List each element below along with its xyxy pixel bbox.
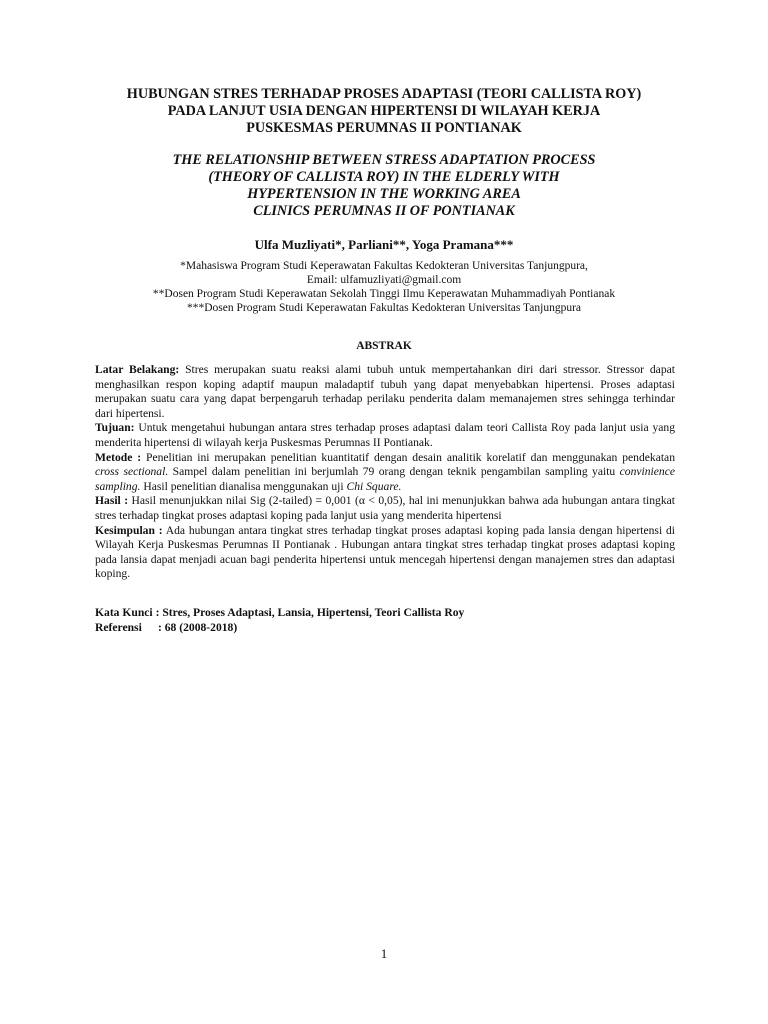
section-label: Kesimpulan : — [95, 523, 163, 537]
affiliation-line: ***Dosen Program Studi Keperawatan Fakultas Kedokteran Universitas Tanjungpura — [186, 302, 582, 314]
abstract-conclusion — [95, 524, 675, 582]
abstract-objective — [95, 421, 675, 450]
abstract-method — [95, 451, 675, 495]
title-id-line: PADA LANJUT USIA DENGAN HIPERTENSI DI WILAYAH KERJA — [167, 103, 601, 119]
abstract-heading: ABSTRAK — [356, 340, 412, 352]
title-id-line: HUBUNGAN STRES TERHADAP PROSES ADAPTASI (TEORI CALLISTA ROY) — [126, 86, 642, 102]
title-en-line: THE RELATIONSHIP BETWEEN STRESS ADAPTATION PROCESS — [172, 152, 596, 168]
section-text: Hasil penelitian dianalisa menggunakan uji — [140, 479, 347, 493]
abstract-body — [95, 363, 675, 582]
section-label: Latar Belakang: — [95, 363, 180, 376]
author-list: Ulfa Muzliyati*, Parliani**, Yoga Pramana*** — [254, 237, 514, 252]
abstract-results — [95, 494, 675, 523]
title-indonesian — [60, 86, 708, 137]
section-text: Hasil menunjukkan nilai Sig (2-tailed) = 0,001 (α < 0,05), hal ini menunjukkan bahwa ada hubungan antara tingkat stres terhadap tingkat proses adaptasi koping pada lanjut usia yang menderita hipertensi — [95, 494, 676, 522]
title-en-line: (THEORY OF CALLISTA ROY) IN THE ELDERLY WITH — [208, 169, 560, 185]
affiliations — [60, 259, 708, 315]
keywords-block — [95, 605, 675, 635]
references-row — [95, 620, 675, 635]
references-label: Referensi — [95, 621, 142, 634]
section-label: Hasil : — [95, 494, 129, 508]
abstract-background — [95, 363, 675, 421]
section-text: Penelitian ini merupakan penelitian kuantitatif dengan desain analitik korelatif dan menggunakan pendekatan — [141, 450, 676, 464]
section-label: Metode : — [95, 450, 142, 464]
italic-term: convinience sampling. — [95, 465, 675, 493]
section-text: Untuk mengetahui hubungan antara stres terhadap proses adaptasi dalam teori Callista Roy pada lanjut usia yang menderita hipertensi di wilayah kerja Puskesmas Perumnas II Pontianak. — [95, 421, 675, 449]
italic-term: cross sectional. — [95, 465, 169, 479]
title-en-line: HYPERTENSION IN THE WORKING AREA — [247, 186, 521, 202]
page-number: 1 — [380, 946, 388, 961]
section-label: Tujuan: — [95, 421, 135, 435]
affiliation-line: **Dosen Program Studi Keperawatan Sekolah Tinggi Ilmu Keperawatan Muhammadiyah Pontianak — [152, 288, 616, 300]
references-value: : 68 (2008-2018) — [158, 621, 238, 634]
italic-term: Chi Square. — [346, 479, 402, 493]
affiliation-line: *Mahasiswa Program Studi Keperawatan Fakultas Kedokteran Universitas Tanjungpura, — [180, 260, 588, 272]
title-en-line: CLINICS PERUMNAS II OF PONTIANAK — [253, 203, 515, 219]
section-text: Stres merupakan suatu reaksi alami tubuh untuk mempertahankan diri dari stressor. Stressor dapat menghasilkan respon koping adaptif maupun maladaptif tubuh yang dapat menyebabkan hipertensi. Proses adaptasi merupakan suatu cara yang dapat berpengaruh terhadap perilaku penderita dalam memanajemen stres sehingga terhindar dari hipertensi. — [95, 363, 675, 420]
keywords-row — [95, 605, 675, 620]
keywords-value: : Stres, Proses Adaptasi, Lansia, Hipertensi, Teori Callista Roy — [155, 606, 465, 619]
keywords-label: Kata Kunci — [95, 606, 153, 619]
section-text: Sampel dalam penelitian ini berjumlah 79 orang dengan teknik pengambilan sampling yaitu — [168, 465, 620, 479]
section-text: Ada hubungan antara tingkat stres terhadap tingkat proses adaptasi koping pada lansia dengan hipertensi di Wilayah Kerja Puskesmas Perumnas II Pontianak . Hubungan antara tingkat stres terhadap tingkat proses adaptasi koping pada lansia dapat menjadi acuan bagi penderita hipertensi untuk mencegah hipertensi dengan manajemen stres dan adaptasi koping. — [95, 523, 675, 581]
affiliation-email: Email: ulfamuzliyati@gmail.com — [306, 274, 462, 286]
title-id-line: PUSKESMAS PERUMNAS II PONTIANAK — [246, 120, 522, 136]
title-english — [60, 152, 708, 220]
